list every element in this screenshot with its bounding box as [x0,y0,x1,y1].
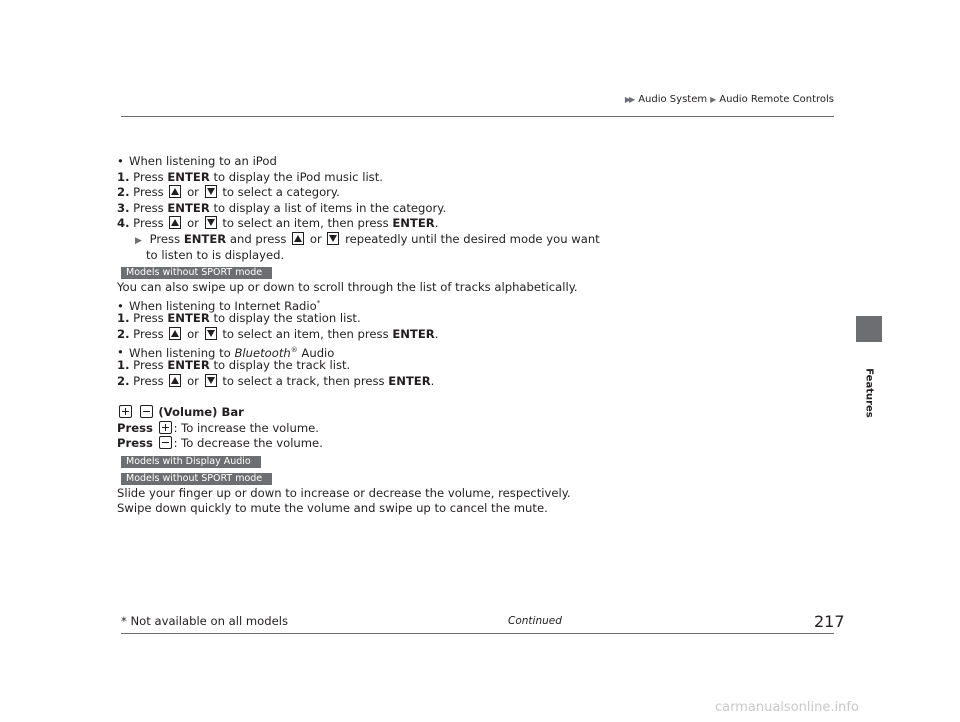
up-arrow-icon [169,327,181,340]
bullet-icon: • [117,345,124,360]
model-badge: Models with Display Audio [121,456,261,468]
up-arrow-icon [292,232,304,245]
mute-text: Swipe down quickly to mute the volume and swipe up to cancel the mute. [117,501,548,516]
ipod-step-3: 3. Press ENTER to display a list of items in the category. [117,200,447,215]
down-arrow-icon [205,185,217,198]
ipod-heading: • When listening to an iPod [117,154,277,168]
radio-step-2: 2. Press or to select an item, then press ENTER. [117,326,439,341]
model-badge: Models without SPORT mode [121,473,272,485]
down-arrow-icon [205,327,217,340]
down-arrow-icon [205,216,217,229]
up-arrow-icon [169,216,181,229]
breadcrumb [625,94,834,105]
section-tab-marker [856,316,882,342]
slide-text: Slide your finger up or down to increase or decrease the volume, respectively. [117,485,571,500]
continued-label: Continued [508,615,562,627]
plus-icon [159,421,172,434]
up-arrow-icon [169,374,181,387]
ipod-step-2: 2. Press or to select a category. [117,185,340,200]
radio-heading: • When listening to Internet Radio* [117,298,321,313]
page-number: 217 [814,612,845,631]
minus-icon [159,436,172,449]
ipod-substep: ▶ Press ENTER and press or repeatedly until the desired mode you want [135,231,600,246]
bluetooth-step-1: 1. Press ENTER to display the track list. [117,358,351,373]
plus-icon [119,405,132,418]
ipod-step-1: 1. Press ENTER to display the iPod music list. [117,169,383,184]
minus-icon [140,405,153,418]
bluetooth-step-2: 2. Press or to select a track, then press ENTER. [117,373,435,388]
footer-divider [121,633,834,634]
page-content [117,154,817,517]
volume-plus: Press : To increase the volume. [117,420,319,435]
side-tab-label: Features [863,368,875,418]
down-arrow-icon [327,232,339,245]
ipod-substep-cont: to listen to is displayed. [146,247,285,262]
down-arrow-icon [205,374,217,387]
swipe-text: You can also swipe up or down to scroll through the list of tracks alphabetically. [117,280,578,295]
bullet-icon: • [117,298,124,313]
bluetooth-heading: • When listening to Bluetooth® Audio [117,345,335,360]
footnote: * Not available on all models [121,614,288,628]
breadcrumb-arrow-icon: ▶▶ [624,95,634,104]
watermark: carmanualsonline.info [715,700,859,715]
volume-minus: Press : To decrease the volume. [117,436,323,451]
sub-arrow-icon: ▶ [135,235,142,246]
breadcrumb-page: Audio Remote Controls [719,94,834,105]
ipod-step-4: 4. Press or to select an item, then press ENTER. [117,216,439,231]
radio-step-1: 1. Press ENTER to display the station list. [117,311,361,326]
volume-heading: (Volume) Bar [117,405,817,421]
breadcrumb-section: Audio System [638,94,708,105]
up-arrow-icon [169,185,181,198]
header-divider [121,116,834,117]
bullet-icon: • [117,154,124,168]
model-badge: Models without SPORT mode [121,267,272,279]
breadcrumb-arrow-icon: ▶ [710,95,715,104]
